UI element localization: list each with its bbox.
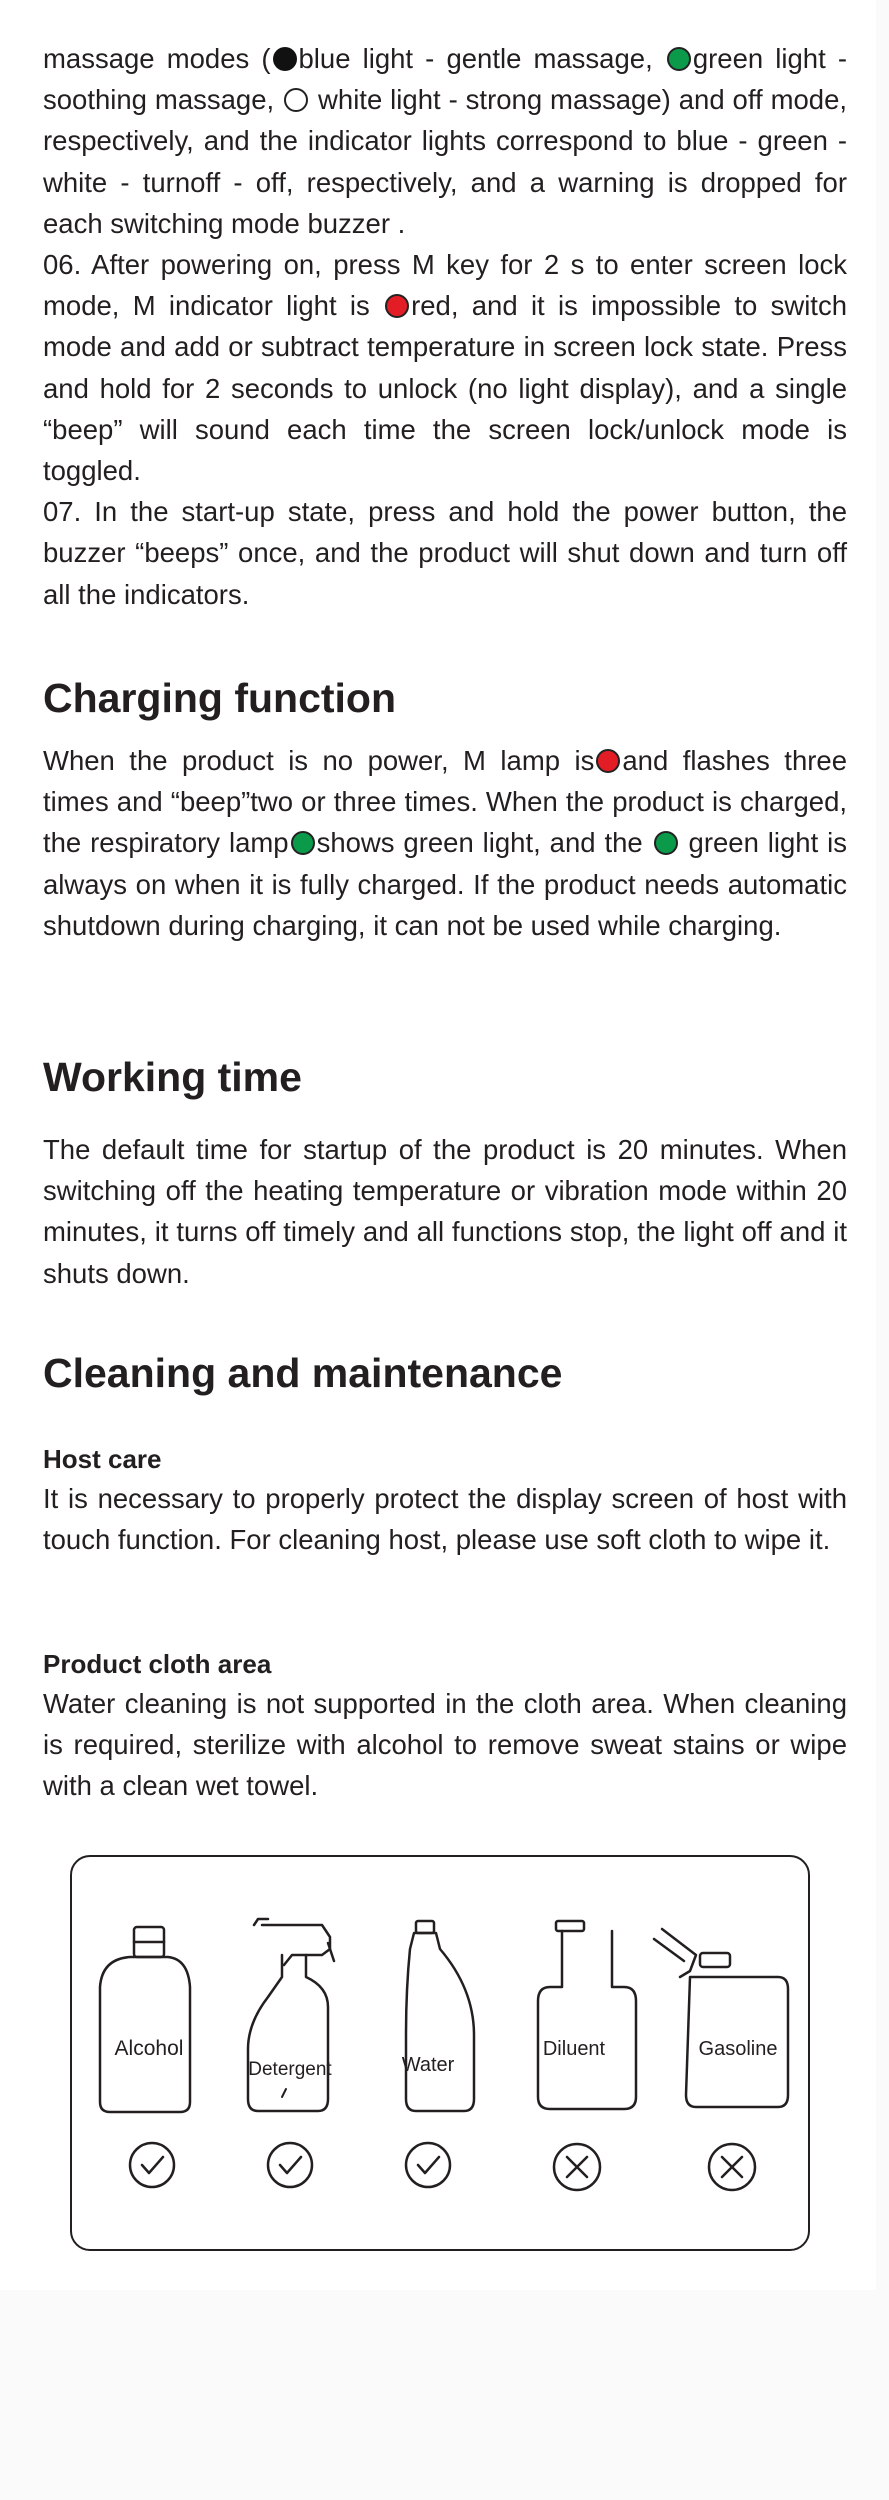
water-bottle-icon [402,1921,474,2111]
charging-text: When the product is no power, M lamp is [43,745,595,776]
cleaning-agents-panel [70,1855,810,2251]
step06-text: 06. After powering on, press M key for 2 s to enter screen lock mode, M indicator light is [43,249,847,322]
white-light-indicator-icon [284,88,308,112]
agent-label: Diluent [542,2038,606,2060]
host-care-paragraph: It is necessary to properly protect the display screen of host with touch function. For cleaning host, please use soft cloth to wipe it. [43,1483,847,1556]
green-lamp-full-icon [654,831,678,855]
red-light-indicator-icon [385,294,409,318]
charging-text-cont2: shows green light, and the [316,827,643,859]
step06-text-cont: red, and it is impossible to switch mode and add or subtract temperature in screen lock state. Press and hold for 2 seconds to unlock (no light display), and a single “beep” will sound each time the screen lock/unlock mode is toggled. [43,290,847,487]
red-lamp-icon [596,749,620,773]
green-lamp-icon [291,831,315,855]
cloth-area-paragraph: Water cleaning is not supported in the cloth area. When cleaning is required, sterilize with alcohol to remove sweat stains or wipe with a clean wet towel. [43,1688,847,1802]
detergent-spray-icon [248,1919,334,2111]
charging-text-cont: and flashes three times and “beep”two or three times. When the product is charged, the respiratory lamp [43,745,847,859]
agent-label: Alcohol [114,2037,184,2060]
white-light-text: white light - strong massage) and off mode, respectively, and the indicator lights correspond to blue - green - white - turnoff - off, respectively, and a warning is dropped for each switching mode buzzer . [43,84,848,239]
agent-label: Detergent [248,2059,332,2080]
charging-paragraph [43,740,847,946]
agent-label: Water [401,2054,455,2076]
alcohol-bottle-icon [100,1927,190,2112]
massage-modes-paragraph [43,38,847,615]
host-care-heading: Host care [43,1444,162,1474]
intro-text: massage modes ( [43,43,271,74]
working-time-heading: Working time [43,1054,302,1100]
charging-heading: Charging function [43,675,397,721]
step07-text: 07. In the start-up state, press and hold the power button, the buzzer “beeps” once, and the product will shut down and turn off all the indicators. [43,496,847,610]
blue-light-text: blue light - gentle massage, [298,43,653,74]
green-light-indicator-icon [667,47,691,71]
cross-mark-icon [709,2144,755,2190]
charging-text-cont3: green light is always on when it is fully charged. If the product needs automatic shutdown during charging, it can not be used while charging. [43,827,848,941]
diluent-bottle-icon [538,1921,636,2109]
agent-label: Gasoline [698,2038,778,2060]
cloth-area-heading: Product cloth area [43,1649,272,1679]
check-mark-icon [268,2143,312,2187]
gasoline-can-icon [654,1929,788,2107]
check-mark-icon [406,2143,450,2187]
green-light-text: green light - soothing massage, [43,43,848,116]
blue-light-indicator-icon [273,47,297,71]
check-mark-icon [130,2143,174,2187]
working-time-paragraph: The default time for startup of the product is 20 minutes. When switching off the heating temperature or vibration mode within 20 minutes, it turns off timely and all functions stop, the light off and it shuts down. [43,1134,847,1289]
cleaning-heading: Cleaning and maintenance [43,1350,563,1396]
cross-mark-icon [554,2144,600,2190]
